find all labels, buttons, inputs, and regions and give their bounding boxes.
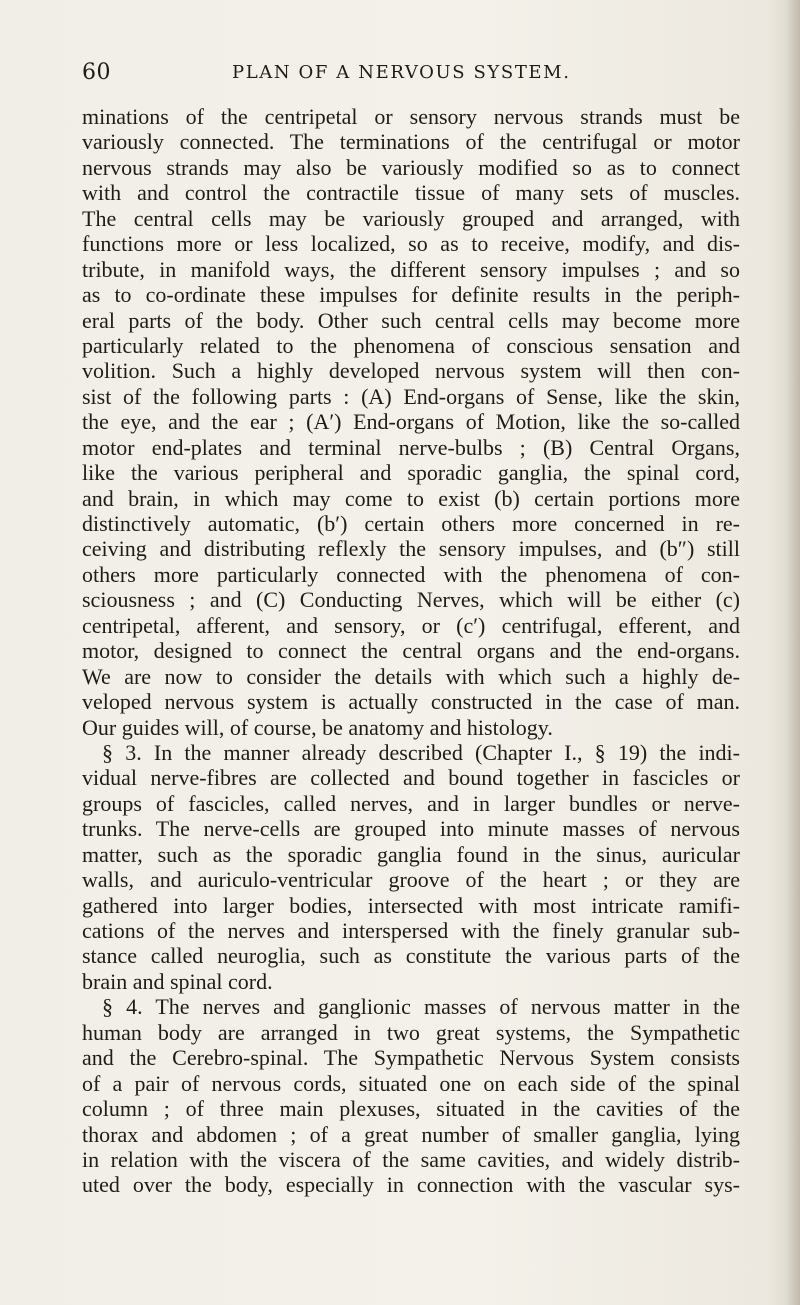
body-text (82, 104, 740, 1198)
text-line: distinctively automatic, (b′) certain others more concerned in re- (82, 511, 740, 536)
page-header (82, 60, 732, 90)
text-line: gathered into larger bodies, intersected with most intricate ramifi- (82, 892, 740, 918)
text-line: sciousness ; and (C) Conducting Nerves, which will be either (c) (82, 587, 740, 613)
running-head: PLAN OF A NERVOUS SYSTEM. (232, 62, 571, 83)
text-line: cations of the nerves and interspersed with the finely granular sub- (82, 918, 740, 943)
text-line: motor, designed to connect the central organs and the end-organs. (82, 638, 740, 664)
text-line: eral parts of the body. Other such central cells may become more (82, 307, 740, 333)
text-line: stance called neuroglia, such as constitute the various parts of the (82, 943, 740, 969)
text-line: uted over the body, especially in connection with the vascular sys- (82, 1172, 740, 1198)
text-line: motor end-plates and terminal nerve-bulbs ; (B) Central Organs, (82, 434, 740, 460)
text-line: and brain, in which may come to exist (b) certain portions more (82, 485, 740, 511)
text-line: § 4. The nerves and ganglionic masses of nervous matter in the (102, 994, 740, 1020)
text-line: veloped nervous system is actually constructed in the case of man. (82, 689, 740, 715)
text-line: the eye, and the ear ; (A′) End-organs of Motion, like the so-called (82, 409, 740, 435)
text-line: as to co-ordinate these impulses for definite results in the periph- (82, 282, 740, 308)
text-line: groups of fascicles, called nerves, and in larger bundles or nerve- (82, 790, 740, 816)
text-line: ceiving and distributing reflexly the sensory impulses, and (b″) still (82, 536, 740, 562)
text-line: with and control the contractile tissue of many sets of muscles. (82, 180, 740, 206)
text-line: matter, such as the sporadic ganglia found in the sinus, auricular (82, 841, 740, 867)
text-line: walls, and auriculo-ventricular groove of the heart ; or they are (82, 867, 740, 893)
text-line: Our guides will, of course, be anatomy and histology. (82, 714, 553, 740)
text-line: functions more or less localized, so as to receive, modify, and dis- (82, 231, 740, 257)
text-line: in relation with the viscera of the same cavities, and widely distrib- (82, 1146, 740, 1172)
text-line: centripetal, afferent, and sensory, or (c′) centrifugal, efferent, and (82, 612, 740, 638)
text-line: We are now to consider the details with which such a highly de- (82, 663, 740, 689)
text-line: thorax and abdomen ; of a great number of smaller ganglia, lying (82, 1121, 740, 1147)
text-line: minations of the centripetal or sensory nervous strands must be (82, 104, 740, 129)
text-line: § 3. In the manner already described (Chapter I., § 19) the indi- (102, 739, 740, 765)
text-line: tribute, in manifold ways, the different sensory impulses ; and so (82, 256, 740, 282)
text-line: vidual nerve-fibres are collected and bound together in fascicles or (82, 765, 740, 791)
text-line: human body are arranged in two great systems, the Sympathetic (82, 1019, 740, 1045)
text-line: The central cells may be variously grouped and arranged, with (82, 205, 740, 231)
text-line: column ; of three main plexuses, situated in the cavities of the (82, 1096, 740, 1122)
text-line: particularly related to the phenomena of conscious sensation and (82, 332, 740, 358)
text-line: sist of the following parts : (A) End-organs of Sense, like the skin, (82, 383, 740, 409)
text-line: trunks. The nerve-cells are grouped into minute masses of nervous (82, 816, 740, 842)
text-line: of a pair of nervous cords, situated one on each side of the spinal (82, 1070, 740, 1096)
text-line: nervous strands may also be variously modified so as to connect (82, 154, 740, 180)
text-line: and the Cerebro-spinal. The Sympathetic Nervous System consists (82, 1045, 740, 1071)
text-line: volition. Such a highly developed nervous system will then con- (82, 358, 740, 384)
text-line: like the various peripheral and sporadic ganglia, the spinal cord, (82, 460, 740, 486)
text-line: others more particularly connected with the phenomena of con- (82, 561, 740, 587)
text-line: brain and spinal cord. (82, 968, 273, 994)
text-line: variously connected. The terminations of the centrifugal or motor (82, 129, 740, 155)
page-edge-shadow (786, 0, 800, 1305)
page-number: 60 (82, 60, 111, 85)
